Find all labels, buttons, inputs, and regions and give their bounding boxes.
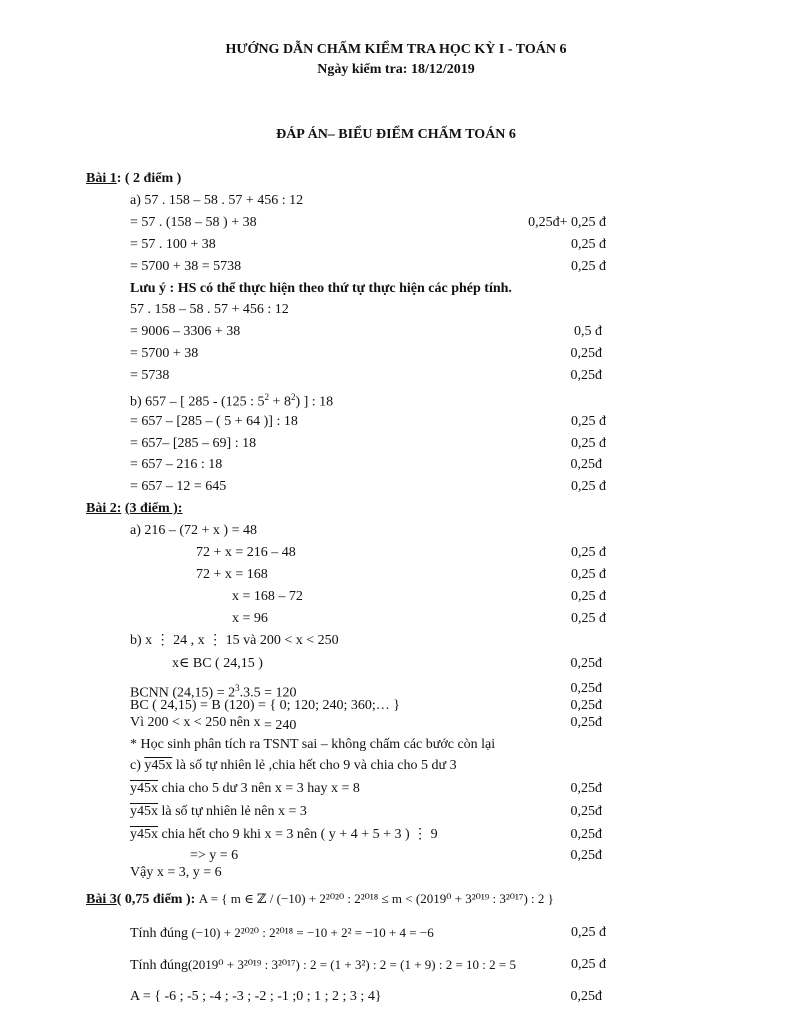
score: 0,25đ (570, 698, 602, 713)
bai1-line: = 57 . (158 – 58 ) + 38 (130, 215, 257, 230)
step-label: Tính đúng (130, 958, 188, 973)
bcnn-b: .3.5 = 120 (239, 685, 297, 701)
step-expression: (2019⁰ + 3²⁰¹⁹ : 3²⁰¹⁷) : 2 = (1 + 3²) : 2 = (1 + 9) : 2 = 10 : 2 = 5 (187, 957, 516, 972)
bai2-c-line (130, 803, 307, 820)
b-suffix: ) ] : 18 (295, 394, 334, 410)
c1: chia cho 5 dư 3 nên x = 3 hay x = 8 (158, 781, 360, 796)
c-prefix: c) (130, 758, 145, 773)
step-expression: (−10) + 2²⁰²⁰ : 2²⁰¹⁸ = −10 + 2² = −10 + 4 = −6 (191, 925, 434, 940)
bai2-points: (3 điểm ): (124, 501, 183, 516)
bai2-conclusion: Vậy x = 3, y = 6 (130, 865, 222, 880)
bai2-note: * Học sinh phân tích ra TSNT sai – không chấm các bước còn lại (130, 737, 496, 752)
bai2-c-line: => y = 6 (190, 848, 239, 863)
score: 0,25 đ (571, 414, 606, 429)
exponent: 3 (235, 683, 240, 693)
set-definition: A = { m ∈ ℤ / (−10) + 2²⁰²⁰ : 2²⁰¹⁸ ≤ m < (2019⁰ + 3²⁰¹⁹ : 3²⁰¹⁷) : 2 } (198, 891, 554, 906)
score: 0,25đ (570, 989, 602, 1004)
score: 0,25 đ (571, 259, 606, 274)
bai3-result: A = { -6 ; -5 ; -4 ; -3 ; -2 ; -1 ;0 ; 1 ; 2 ; 3 ; 4} (130, 989, 382, 1004)
b-mid: + 8 (269, 394, 291, 410)
bai2-vi-line (130, 714, 296, 731)
score: 0,25đ (570, 781, 602, 796)
exponent: 2 (264, 392, 270, 402)
bai2-label: Bài 2: (86, 501, 122, 516)
bai1-points: : ( 2 điểm ) (116, 171, 182, 186)
bai2-a-line: a) 216 – (72 + x ) = 48 (130, 523, 257, 538)
bai2-a-line: 72 + x = 168 (196, 567, 268, 582)
bai3-label: Bài 3 (86, 892, 117, 907)
bcnn-a: BCNN (24,15) = 2 (130, 685, 236, 701)
bai1-line: = 5700 + 38 = 5738 (130, 259, 242, 274)
bai3-step (130, 924, 434, 942)
bai1-alt-line: = 5738 (130, 368, 170, 383)
score: 0,25đ (570, 715, 602, 730)
score: 0,25 đ (571, 925, 606, 940)
score: 0,25 đ (571, 957, 606, 972)
score: 0,25đ+ 0,25 đ (528, 215, 606, 230)
c-rest: là số tự nhiên lẻ ,chia hết cho 9 và chia cho 5 dư 3 (172, 758, 457, 773)
bai2-a-line: x = 96 (232, 611, 268, 626)
score: 0,25 đ (571, 237, 606, 252)
bai3-step (130, 956, 516, 974)
c3: chia hết cho 9 khi x = 3 nên ( y + 4 + 5 + 3 ) ⋮ 9 (158, 827, 438, 842)
bai1-label: Bài 1 (86, 171, 117, 186)
bai1-b-problem (130, 389, 333, 411)
number-y45x: y45x (130, 781, 158, 796)
bai1-b-line: = 657 – 12 = 645 (130, 479, 227, 494)
bai1-line: a) 57 . 158 – 58 . 57 + 456 : 12 (130, 193, 304, 208)
bai1-b-line: = 657 – 216 : 18 (130, 457, 223, 472)
bai3-points: ( 0,75 điểm ): (116, 892, 196, 907)
c2: là số tự nhiên lẻ nên x = 3 (158, 804, 307, 819)
number-y45x: y45x (130, 804, 158, 819)
bai2-b-intro: b) x ⋮ 24 , x ⋮ 15 và 200 < x < 250 (130, 633, 339, 648)
bai1-b-line: = 657 – [285 – ( 5 + 64 )] : 18 (130, 414, 298, 429)
document-title: HƯỚNG DẪN CHẤM KIỂM TRA HỌC KỲ I - TOÁN 6 (225, 42, 567, 57)
bai1-alt-line: 57 . 158 – 58 . 57 + 456 : 12 (130, 302, 289, 317)
answer-key-title: ĐÁP ÁN– BIỂU ĐIỂM CHẤM TOÁN 6 (276, 127, 516, 142)
bai2-c-line (130, 826, 438, 843)
bai2-c-intro (130, 757, 457, 774)
bai1-line: = 57 . 100 + 38 (130, 237, 216, 252)
exam-date: Ngày kiểm tra: 18/12/2019 (317, 62, 475, 77)
bai1-alt-line: = 9006 – 3306 + 38 (130, 324, 241, 339)
vi-a: Vì 200 < x < 250 nên x (130, 715, 261, 730)
bai1-b-line: = 657– [285 – 69] : 18 (130, 436, 257, 451)
score: 0,25 đ (571, 611, 606, 626)
score: 0,25đ (570, 681, 602, 696)
score: 0,25đ (570, 346, 602, 361)
bai2-c-line (130, 780, 360, 797)
bai2-heading (86, 500, 182, 517)
score: 0,25 đ (571, 545, 606, 560)
number-y45x: y45x (144, 758, 173, 773)
score: 0,25 đ (571, 567, 606, 582)
b-prefix: b) 657 – [ 285 - (125 : 5 (130, 394, 265, 410)
bai3-heading (86, 890, 554, 908)
bai2-bc-line: BC ( 24,15) = B (120) = { 0; 120; 240; 360;… } (130, 698, 400, 713)
score: 0,5 đ (574, 324, 602, 339)
number-y45x: y45x (130, 827, 158, 842)
vi-b: = 240 (260, 718, 297, 733)
score: 0,25đ (570, 368, 602, 383)
score: 0,25 đ (571, 436, 606, 451)
bai1-alt-line: = 5700 + 38 (130, 346, 199, 361)
bai2-b-bc: x∈ BC ( 24,15 ) (172, 656, 263, 671)
bai2-a-line: x = 168 – 72 (232, 589, 303, 604)
score: 0,25đ (570, 656, 602, 671)
step-label: Tính đúng (130, 926, 192, 941)
score: 0,25đ (570, 848, 602, 863)
exponent: 2 (290, 392, 296, 402)
bai1-heading (86, 170, 181, 187)
bai1-note: Lưu ý : HS có thể thực hiện theo thứ tự thực hiện các phép tính. (130, 281, 512, 296)
score: 0,25 đ (571, 589, 606, 604)
score: 0,25đ (570, 457, 602, 472)
score: 0,25đ (570, 804, 602, 819)
score: 0,25 đ (571, 479, 606, 494)
bai2-a-line: 72 + x = 216 – 48 (196, 545, 296, 560)
score: 0,25đ (570, 827, 602, 842)
